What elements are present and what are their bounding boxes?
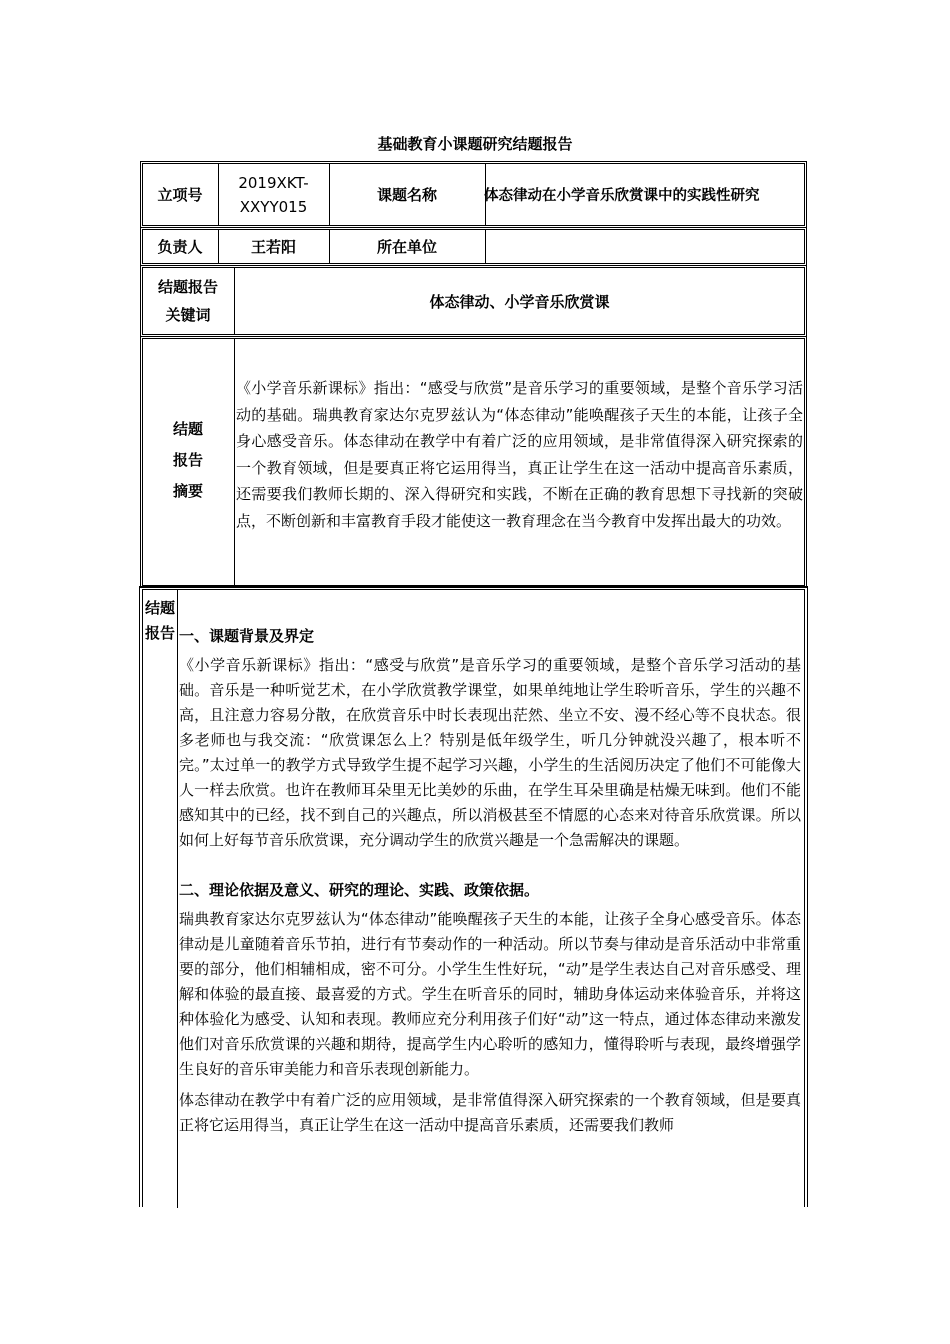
project-id-line2: XXYY015: [239, 197, 308, 216]
abstract-text: 《小学音乐新课标》指出：“感受与欣赏”是音乐学习的重要领域，是整个音乐学习活动的基础。瑞典教育家达尔克罗兹认为“体态律动”能唤醒孩子天生的本能，让孩子全身心感受音乐。体态律动在教学中有着广泛的应用领域，是非常值得深入研究探索的一个教育领域，但是要真正将它运用得当，真正让学生在这一活动中提高音乐素质，还需要我们教师长期的、深入得研究和实践，不断在正确的教育思想下寻找新的突破点，不断创新和丰富教育手段才能使这一教育理念在当今教育中发挥出最大的功效。: [236, 379, 803, 530]
label-report-line1: 结题: [144, 599, 175, 617]
report-body: [179, 624, 801, 1138]
label-unit: 所在单位: [376, 238, 437, 256]
section2-para1: 瑞典教育家达尔克罗兹认为“体态律动”能唤醒孩子天生的本能，让孩子全身心感受音乐。体态律动是儿童随着音乐节拍，进行有节奏动作的一种活动。所以节奏与律动是音乐活动中非常重要的部分，他们相辅相成，密不可分。小学生生性好玩，“动”是学生表达自己对音乐感受、理解和体验的最直接、最喜爱的方式。学生在听音乐的同时，辅助身体运动来体验音乐，并将这种体验化为感受、认知和表现。教师应充分利用孩子们好“动”这一特点，通过体态律动来激发他们对音乐欣赏课的兴趣和期待，提高学生内心聆听的感知力，懂得聆听与表现，最终增强学生良好的音乐审美能力和音乐表现创新能力。: [179, 910, 801, 1078]
section1-heading: 一、课题背景及界定: [179, 627, 315, 645]
label-abstract-line1: 结题: [172, 419, 203, 438]
label-keywords-line2: 关键词: [165, 306, 211, 324]
section2-heading: 二、理论依据及意义、研究的理论、实践、政策依据。: [179, 881, 540, 899]
label-report-line2: 报告: [144, 624, 175, 642]
leader-value: 王若阳: [250, 238, 296, 256]
project-id-line1: 2019XKT-: [238, 173, 309, 192]
unit-value: [484, 229, 805, 264]
label-leader: 负责人: [157, 238, 203, 256]
project-id-value: [218, 163, 329, 226]
label-keywords-line1: 结题报告: [157, 278, 218, 296]
label-abstract-line3: 摘要: [172, 481, 203, 500]
keywords-value: 体态律动、小学音乐欣赏课: [429, 292, 610, 311]
section1-text: 《小学音乐新课标》指出：“感受与欣赏”是音乐学习的重要领域，是整个音乐学习活动的基础。音乐是一种听觉艺术，在小学欣赏教学课堂，如果单纯地让学生聆听音乐，学生的兴趣不高，且注意力容易分散，在欣赏音乐中时长表现出茫然、坐立不安、漫不经心等不良状态。很多老师也与我交流：“欣赏课怎么上？特别是低年级学生，听几分钟就没兴趣了，根本听不完。”太过单一的教学方式导致学生提不起学习兴趣，小学生的生活阅历决定了他们不可能像大人一样去欣赏。也许在教师耳朵里无比美妙的乐曲，在学生耳朵里确是枯燥无味到。他们不能感知其中的已经，找不到自己的兴趣点，所以消极甚至不情愿的心态来对待音乐欣赏课。所以如何上好每节音乐欣赏课，充分调动学生的欣赏兴趣是一个急需解决的课题。: [179, 656, 801, 849]
label-report: [143, 596, 177, 646]
project-name-value: 体态律动在小学音乐欣赏课中的实践性研究: [484, 188, 760, 204]
label-abstract: [142, 405, 234, 515]
label-project-id: 立项号: [157, 186, 203, 204]
label-keywords: [142, 267, 234, 335]
label-project-name: 课题名称: [376, 186, 437, 204]
label-abstract-line2: 报告: [172, 450, 203, 469]
document-title: 基础教育小课题研究结题报告: [377, 135, 573, 153]
section2-para2: 体态律动在教学中有着广泛的应用领域，是非常值得深入研究探索的一个教育领域，但是要真正将它运用得当，真正让学生在这一活动中提高音乐素质，还需要我们教师: [179, 1091, 801, 1134]
